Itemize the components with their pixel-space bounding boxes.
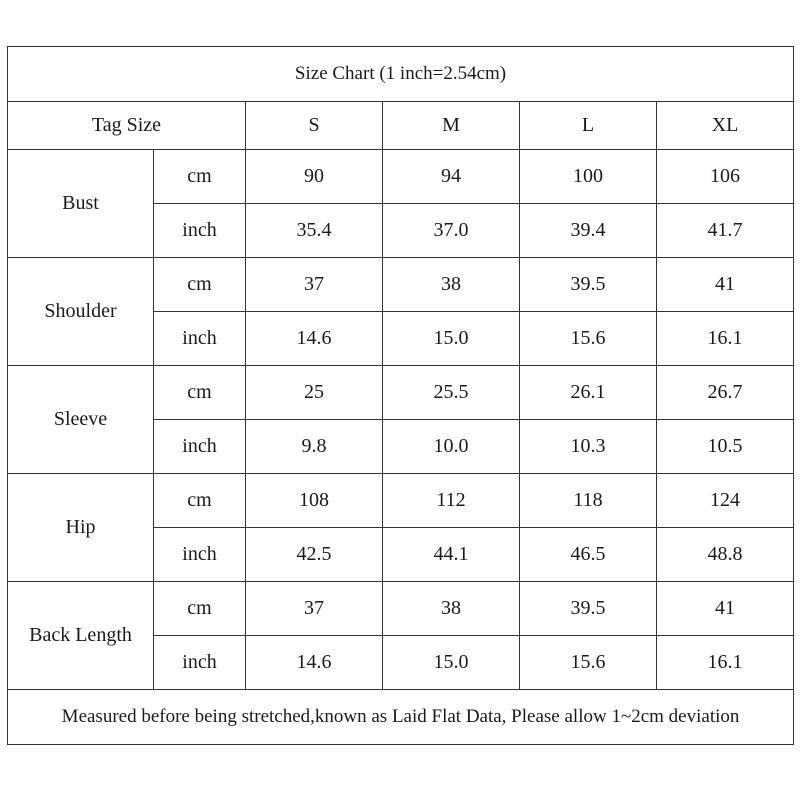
table-cell: 15.0	[383, 636, 520, 690]
table-row	[8, 582, 794, 636]
unit-label-inch: inch	[154, 636, 246, 690]
measurement-name-back-length: Back Length	[8, 582, 154, 690]
table-cell: 39.5	[520, 582, 657, 636]
unit-label-cm: cm	[154, 582, 246, 636]
table-cell: 108	[246, 474, 383, 528]
table-cell: 14.6	[246, 312, 383, 366]
unit-label-inch: inch	[154, 204, 246, 258]
table-cell: 41	[657, 582, 794, 636]
table-cell: 48.8	[657, 528, 794, 582]
table-cell: 9.8	[246, 420, 383, 474]
table-cell: 37	[246, 258, 383, 312]
table-cell: 112	[383, 474, 520, 528]
size-header-m: M	[383, 102, 520, 150]
measurement-name-shoulder: Shoulder	[8, 258, 154, 366]
table-cell: 37	[246, 582, 383, 636]
table-cell: 10.5	[657, 420, 794, 474]
table-row	[8, 474, 794, 528]
table-cell: 124	[657, 474, 794, 528]
table-cell: 39.4	[520, 204, 657, 258]
measurement-name-hip: Hip	[8, 474, 154, 582]
unit-label-inch: inch	[154, 312, 246, 366]
unit-label-cm: cm	[154, 150, 246, 204]
table-cell: 26.1	[520, 366, 657, 420]
footer-note: Measured before being stretched,known as Laid Flat Data, Please allow 1~2cm deviation	[8, 690, 794, 745]
unit-label-inch: inch	[154, 420, 246, 474]
table-cell: 41.7	[657, 204, 794, 258]
chart-title: Size Chart (1 inch=2.54cm)	[8, 47, 794, 102]
footer-row	[8, 690, 794, 745]
size-header-xl: XL	[657, 102, 794, 150]
table-cell: 94	[383, 150, 520, 204]
table-cell: 42.5	[246, 528, 383, 582]
table-cell: 16.1	[657, 312, 794, 366]
unit-label-inch: inch	[154, 528, 246, 582]
table-cell: 35.4	[246, 204, 383, 258]
table-cell: 38	[383, 582, 520, 636]
title-row	[8, 47, 794, 102]
table-cell: 118	[520, 474, 657, 528]
table-row	[8, 150, 794, 204]
unit-label-cm: cm	[154, 474, 246, 528]
table-cell: 39.5	[520, 258, 657, 312]
table-cell: 46.5	[520, 528, 657, 582]
table-cell: 14.6	[246, 636, 383, 690]
table-cell: 100	[520, 150, 657, 204]
table-cell: 44.1	[383, 528, 520, 582]
table-cell: 38	[383, 258, 520, 312]
tag-size-header: Tag Size	[8, 102, 246, 150]
table-row	[8, 258, 794, 312]
unit-label-cm: cm	[154, 366, 246, 420]
measurement-name-sleeve: Sleeve	[8, 366, 154, 474]
table-cell: 37.0	[383, 204, 520, 258]
table-cell: 10.0	[383, 420, 520, 474]
table-cell: 25.5	[383, 366, 520, 420]
table-cell: 26.7	[657, 366, 794, 420]
table-cell: 41	[657, 258, 794, 312]
unit-label-cm: cm	[154, 258, 246, 312]
table-row	[8, 366, 794, 420]
size-header-l: L	[520, 102, 657, 150]
table-cell: 10.3	[520, 420, 657, 474]
table-cell: 90	[246, 150, 383, 204]
header-row	[8, 102, 794, 150]
table-cell: 25	[246, 366, 383, 420]
size-chart-table	[7, 46, 794, 745]
table-cell: 15.6	[520, 312, 657, 366]
table-cell: 16.1	[657, 636, 794, 690]
size-header-s: S	[246, 102, 383, 150]
measurement-name-bust: Bust	[8, 150, 154, 258]
table-cell: 15.0	[383, 312, 520, 366]
table-cell: 15.6	[520, 636, 657, 690]
table-cell: 106	[657, 150, 794, 204]
